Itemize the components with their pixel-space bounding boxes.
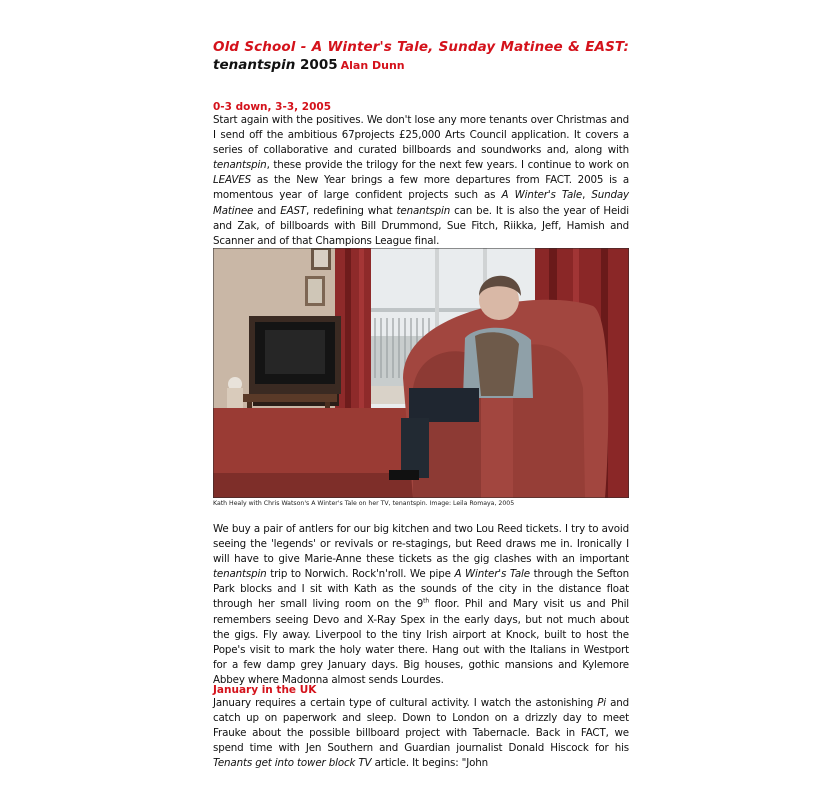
italic-run: tenantspin	[213, 159, 267, 172]
paragraph-january	[213, 696, 629, 771]
text-run: January requires a certain type of cultural activity. I watch the astonishing	[213, 697, 598, 709]
italic-run: LEAVES	[213, 174, 251, 187]
title-tenantspin: tenantspin	[213, 57, 296, 73]
italic-run: A Winter's Tale	[454, 568, 530, 581]
italic-run: tenantspin	[213, 568, 267, 581]
article-title: Old School - A Winter's Tale, Sunday Matinee & EAST:	[213, 39, 629, 55]
text-run: trip to Norwich. Rock'n'roll. We pipe	[266, 568, 455, 581]
text-run: through the Sefton Park blocks and I sit with Kath as the sounds of the city in the distance float through her small living room on the 9	[213, 568, 629, 611]
author-name: Alan Dunn	[340, 59, 405, 72]
section-heading-0-3-down: 0-3 down, 3-3, 2005	[213, 101, 332, 113]
text-run: We buy a pair of antlers for our big kitchen and two Lou Reed tickets. I try to avoid seeing the 'legends' or revivals or re-stagings, but Reed draws me in. Ironically I will have to give Marie-Anne these tickets as the gig clashes with an important	[213, 523, 629, 566]
photo-caption: Kath Healy with Chris Watson's A Winter's Tale on her TV, tenantspin. Image: Leila Romaya, 2005	[213, 500, 515, 507]
text-run: and	[253, 204, 281, 217]
section-heading-january: January in the UK	[213, 684, 317, 696]
text-run: can be. It is also the year of Heidi and Zak, of billboards with Bill Drummond, Sue Fitch, Riikka, Jeff, Hamish and Scanner and of that Champions League final.	[213, 204, 629, 247]
superscript-run: th	[423, 598, 429, 606]
text-run: as the New Year brings a few more departures from FACT. 2005 is a momentous year of large confident projects such as	[213, 174, 629, 202]
italic-run: Sunday Matinee	[213, 189, 629, 217]
text-run: , redefining what	[306, 204, 397, 217]
italic-run: tenantspin	[396, 204, 451, 217]
article-subtitle	[213, 56, 629, 75]
italic-run: EAST	[280, 204, 306, 217]
document-page	[213, 38, 629, 75]
text-run: ,	[582, 189, 592, 202]
text-run: floor. Phil and Mary visit us and Phil remembers seeing Devo and X-Ray Spex in the early days, but not much about the gigs. Fly away. Liverpool to the tiny Irish airport at Knock, built to host the Pope's visit to mark the holy water there. Hang out with the Italians in Westport for a few damp grey January days. Big houses, gothic mansions and Kylemore Abbey where Madonna almost sends Lourdes.	[213, 598, 629, 686]
photo-illustration	[213, 248, 629, 498]
text-run: Start again with the positives. We don't lose any more tenants over Christmas and I send off the ambitious 67projects £25,000 Arts Council application. It covers a series of collaborative and curated billboards and soundworks and, along with	[213, 114, 629, 157]
text-run: , these provide the trilogy for the next few years. I continue to work on	[266, 159, 629, 172]
text-run: and catch up on paperwork and sleep. Down to London on a drizzly day to meet Frauke about the possible billboard project with Tabernacle. Back in FACT, we spend time with Jen Southern and Guardian journalist Donald Hiscock for his	[213, 697, 629, 755]
italic-run: Tenants get into tower block TV	[213, 757, 372, 770]
paragraph-antlers	[213, 522, 629, 688]
italic-run: A Winter's Tale	[501, 189, 583, 202]
title-year: 2005	[295, 57, 338, 73]
photo-kath-healy	[213, 248, 629, 498]
paragraph-intro	[213, 113, 629, 249]
text-run: article. It begins: "John	[371, 757, 489, 770]
italic-run: Pi	[597, 697, 606, 709]
